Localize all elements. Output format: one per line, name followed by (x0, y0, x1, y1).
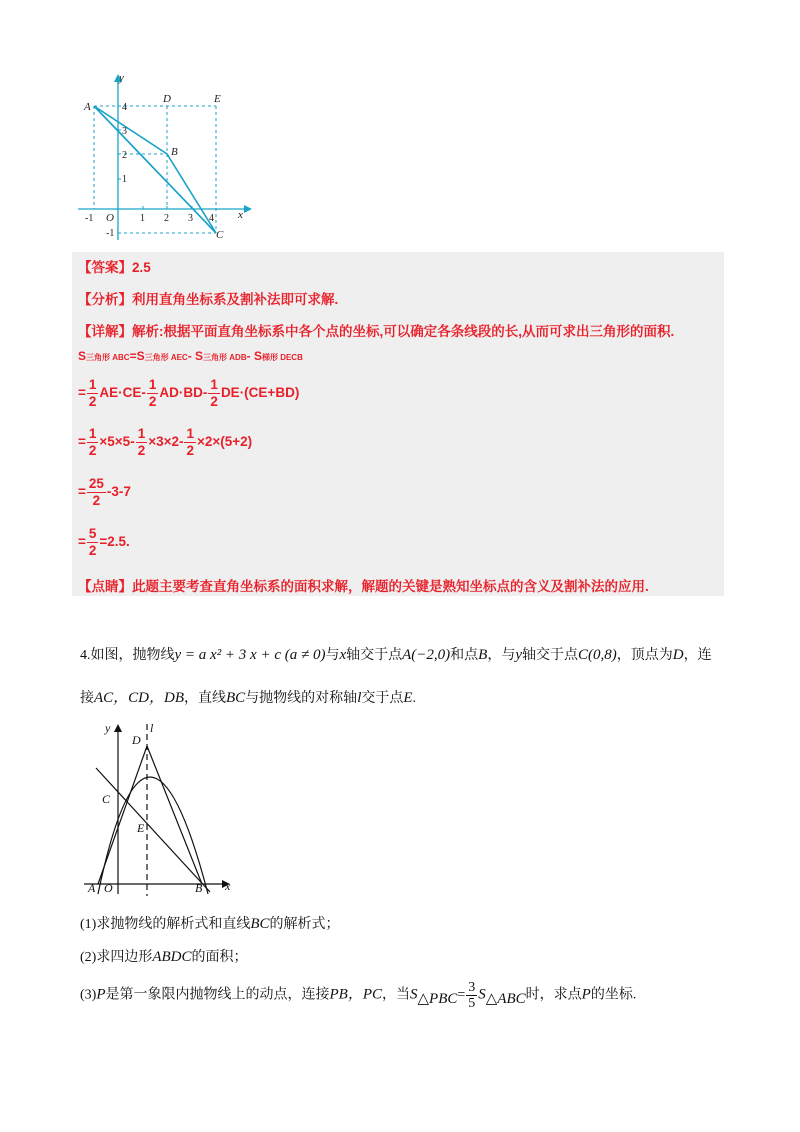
step-1: = $\frac{1}{2}$ AE·CE- $\frac{1}{2}$ AD·BD- $\frac{1}{2}$ DE·(CE+BD) (78, 377, 300, 409)
fraction: $\frac{25}{2}$ (88, 476, 104, 508)
area-formula: S三角形 ABC=S三角形 AEC- S三角形 ADB- S梯形 DECB (78, 349, 303, 363)
x-tick-label: 4 (209, 213, 214, 224)
point-b-label: B (171, 146, 178, 158)
x-tick-label: 2 (164, 213, 169, 224)
y-axis-label: y (105, 721, 111, 735)
axis-l-label: l (150, 721, 154, 735)
figure-1-coordinate-graph (78, 72, 258, 244)
answer-line: 【答案】2.5 (78, 260, 151, 275)
fraction: $\frac{1}{2}$ (186, 426, 194, 458)
y-tick-label: 4 (122, 102, 127, 113)
fraction: $\frac{1}{2}$ (88, 377, 97, 409)
point-c-label: C (216, 229, 224, 241)
sub-question-2: (2)求四边形ABDC的面积； (80, 949, 248, 965)
line-bc (96, 768, 210, 892)
x-axis-label: x (225, 879, 231, 893)
parabola (98, 777, 208, 894)
y-axis-label: y (119, 72, 124, 84)
step-2: = $\frac{1}{2}$ ×5×5- $\frac{1}{2}$ ×3×2- $\frac{1}{2}$ ×2×(5+2) (78, 426, 253, 458)
fraction: $\frac{1}{2}$ (210, 377, 218, 409)
detail-line: 【详解】解析:根据平面直角坐标系中各个点的坐标,可以确定各条线段的长,从而可求出三角形的面积. (78, 324, 675, 339)
analysis-line: 【分析】利用直角坐标系及割补法即可求解. (78, 292, 339, 307)
comment-line: 【点睛】此题主要考查直角坐标系的面积求解，解题的关键是熟知坐标点的含义及割补法的应用. (78, 579, 649, 594)
sub-question-3: (3)P是第一象限内抛物线上的动点，连接PB，PC，当$S_{\triangle PBC}=$ $\frac{3}{5}$ $S_{\triangle ABC}$时，求点P的坐标. (80, 980, 637, 1011)
origin-label: O (106, 212, 114, 224)
point-a-label: A (84, 101, 91, 113)
question-4-line-2: 接AC，CD，DB，直线BC与抛物线的对称轴l交于点E. (80, 690, 417, 706)
y-tick-label: 2 (122, 150, 127, 161)
x-axis-label: x (238, 209, 243, 221)
origin-label: O (104, 881, 113, 895)
fraction: $\frac{3}{5}$ (468, 980, 476, 1011)
fraction: $\frac{1}{2}$ (148, 377, 157, 409)
sub-question-1: (1)求抛物线的解析式和直线BC的解析式； (80, 916, 340, 932)
point-c-label: C (102, 792, 111, 806)
point-d-label: D (132, 733, 141, 747)
figure-2-parabola-graph (80, 720, 240, 900)
x-tick-label: 1 (140, 213, 145, 224)
fraction: $\frac{1}{2}$ (137, 426, 146, 458)
y-tick-label: 3 (122, 126, 127, 137)
x-tick-label: 3 (188, 213, 193, 224)
y-tick-label: 1 (122, 174, 127, 185)
point-d-label: D (163, 93, 171, 105)
point-b-label: B (195, 881, 203, 895)
point-a-label: A (88, 881, 96, 895)
fraction: $\frac{1}{2}$ (88, 426, 97, 458)
y-tick-label: -1 (106, 228, 115, 239)
point-e-label: E (214, 93, 221, 105)
x-tick-label: -1 (85, 213, 94, 224)
step-4: = $\frac{5}{2}$ =2.5. (78, 526, 130, 558)
step-3: = $\frac{25}{2}$ -3-7 (78, 476, 131, 508)
point-e-label: E (137, 821, 145, 835)
fraction: $\frac{5}{2}$ (88, 526, 97, 558)
question-4-line-1: 4.如图，抛物线y = a x² + 3 x + c (a ≠ 0)与x轴交于点A(−2,0)和点B，与y轴交于点C(0,8)，顶点为D，连 (80, 647, 712, 663)
